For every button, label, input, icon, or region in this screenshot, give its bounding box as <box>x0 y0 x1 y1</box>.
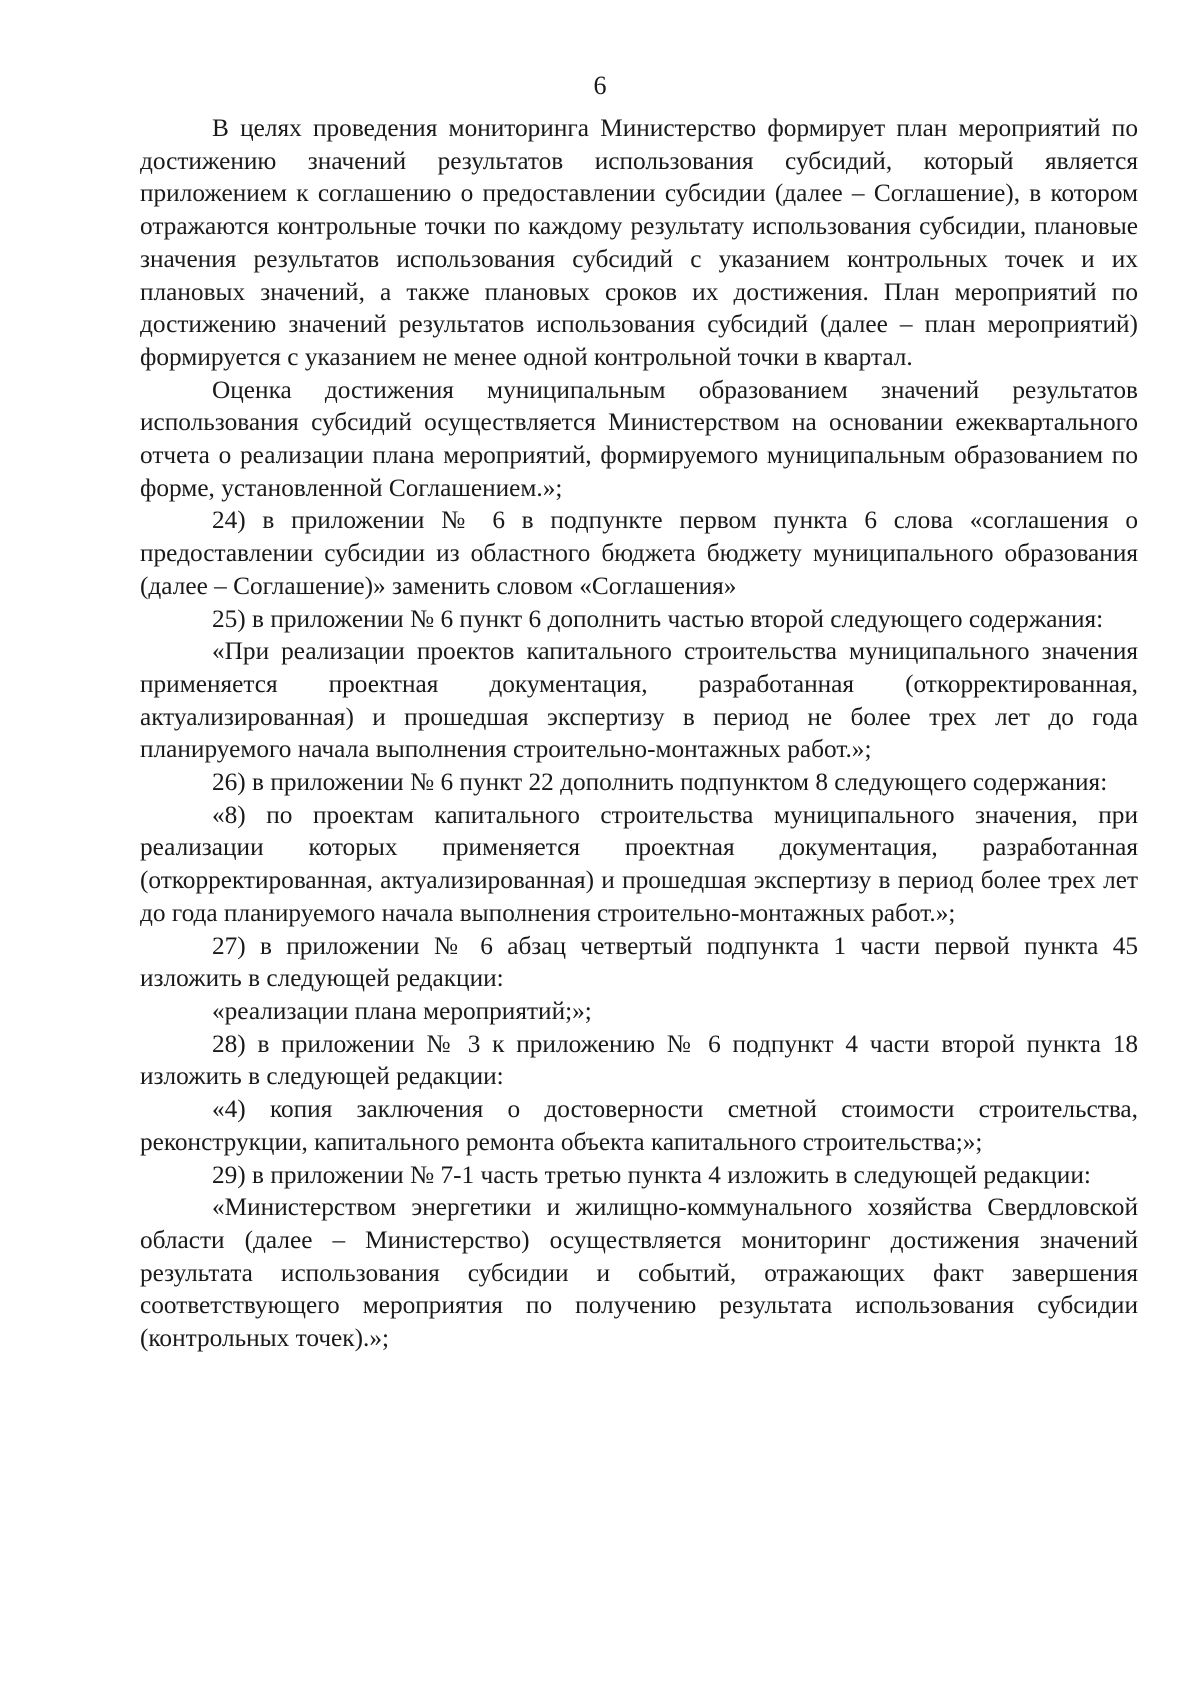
paragraph-item-24: 24) в приложении № 6 в подпункте первом пункта 6 слова «соглашения о предоставлении субсидии из областного бюджета бюджету муниципального образования (далее – Соглашение)» заменить словом «Соглашения» <box>140 506 1138 600</box>
paragraph-item-25-text: «При реализации проектов капитального строительства муниципального значения применяется проектная документация, разработанная (откорректированная, актуализированная) и прошедшая экспертизу в период не более трех лет до года планируемого начала выполнения строительно-монтажных работ.»; <box>140 637 1138 764</box>
document-body <box>140 112 1138 1355</box>
paragraph-item-28: 28) в приложении № 3 к приложению № 6 подпункт 4 части второй пункта 18 изложить в следующей редакции: <box>140 1029 1138 1091</box>
paragraph-item-29: 29) в приложении № 7-1 часть третью пункта 4 изложить в следующей редакции: <box>212 1160 1091 1189</box>
paragraph-monitoring-plan: В целях проведения мониторинга Министерство формирует план мероприятий по достижению значений результатов использования субсидий, который является приложением к соглашению о предоставлении субсидии (далее – Соглашение), в котором отражаются контрольные точки по каждому результату использования субсидии, плановые значения результатов использования субсидий с указанием контрольных точек и их плановых значений, а также плановых сроков их достижения. План мероприятий по достижению значений результатов использования субсидий (далее – план мероприятий) формируется с указанием не менее одной контрольной точки в квартал. <box>140 114 1138 371</box>
paragraph-item-28-text: «4) копия заключения о достоверности сметной стоимости строительства, реконструкции, капитального ремонта объекта капитального строительства;»; <box>140 1095 1138 1156</box>
paragraph-item-25: 25) в приложении № 6 пункт 6 дополнить частью второй следующего содержания: <box>212 604 1104 633</box>
paragraph-item-26: 26) в приложении № 6 пункт 22 дополнить подпунктом 8 следующего содержания: <box>212 768 1108 797</box>
paragraph-item-29-text: «Министерством энергетики и жилищно-коммунального хозяйства Свердловской области (далее – Министерство) осуществляется мониторинг достижения значений результата использования субсидии и событий, отражающих факт завершения соответствующего мероприятия по получению результата использования субсидии (контрольных точек).»; <box>140 1193 1138 1353</box>
paragraph-item-27: 27) в приложении № 6 абзац четвертый подпункта 1 части первой пункта 45 изложить в следующей редакции: <box>140 931 1138 993</box>
paragraph-item-26-text: «8) по проектам капитального строительства муниципального значения, при реализации которых применяется проектная документация, разработанная (откорректированная, актуализированная) и прошедшая экспертизу в период более трех лет до года планируемого начала выполнения строительно-монтажных работ.»; <box>140 800 1138 927</box>
page-number: 6 <box>593 71 607 100</box>
paragraph-item-27-text: «реализации плана мероприятий;»; <box>212 996 592 1025</box>
paragraph-assessment: Оценка достижения муниципальным образованием значений результатов использования субсидий осуществляется Министерством на основании ежеквартального отчета о реализации плана мероприятий, формируемого муниципальным образованием по форме, установленной Соглашением.»; <box>140 375 1138 502</box>
